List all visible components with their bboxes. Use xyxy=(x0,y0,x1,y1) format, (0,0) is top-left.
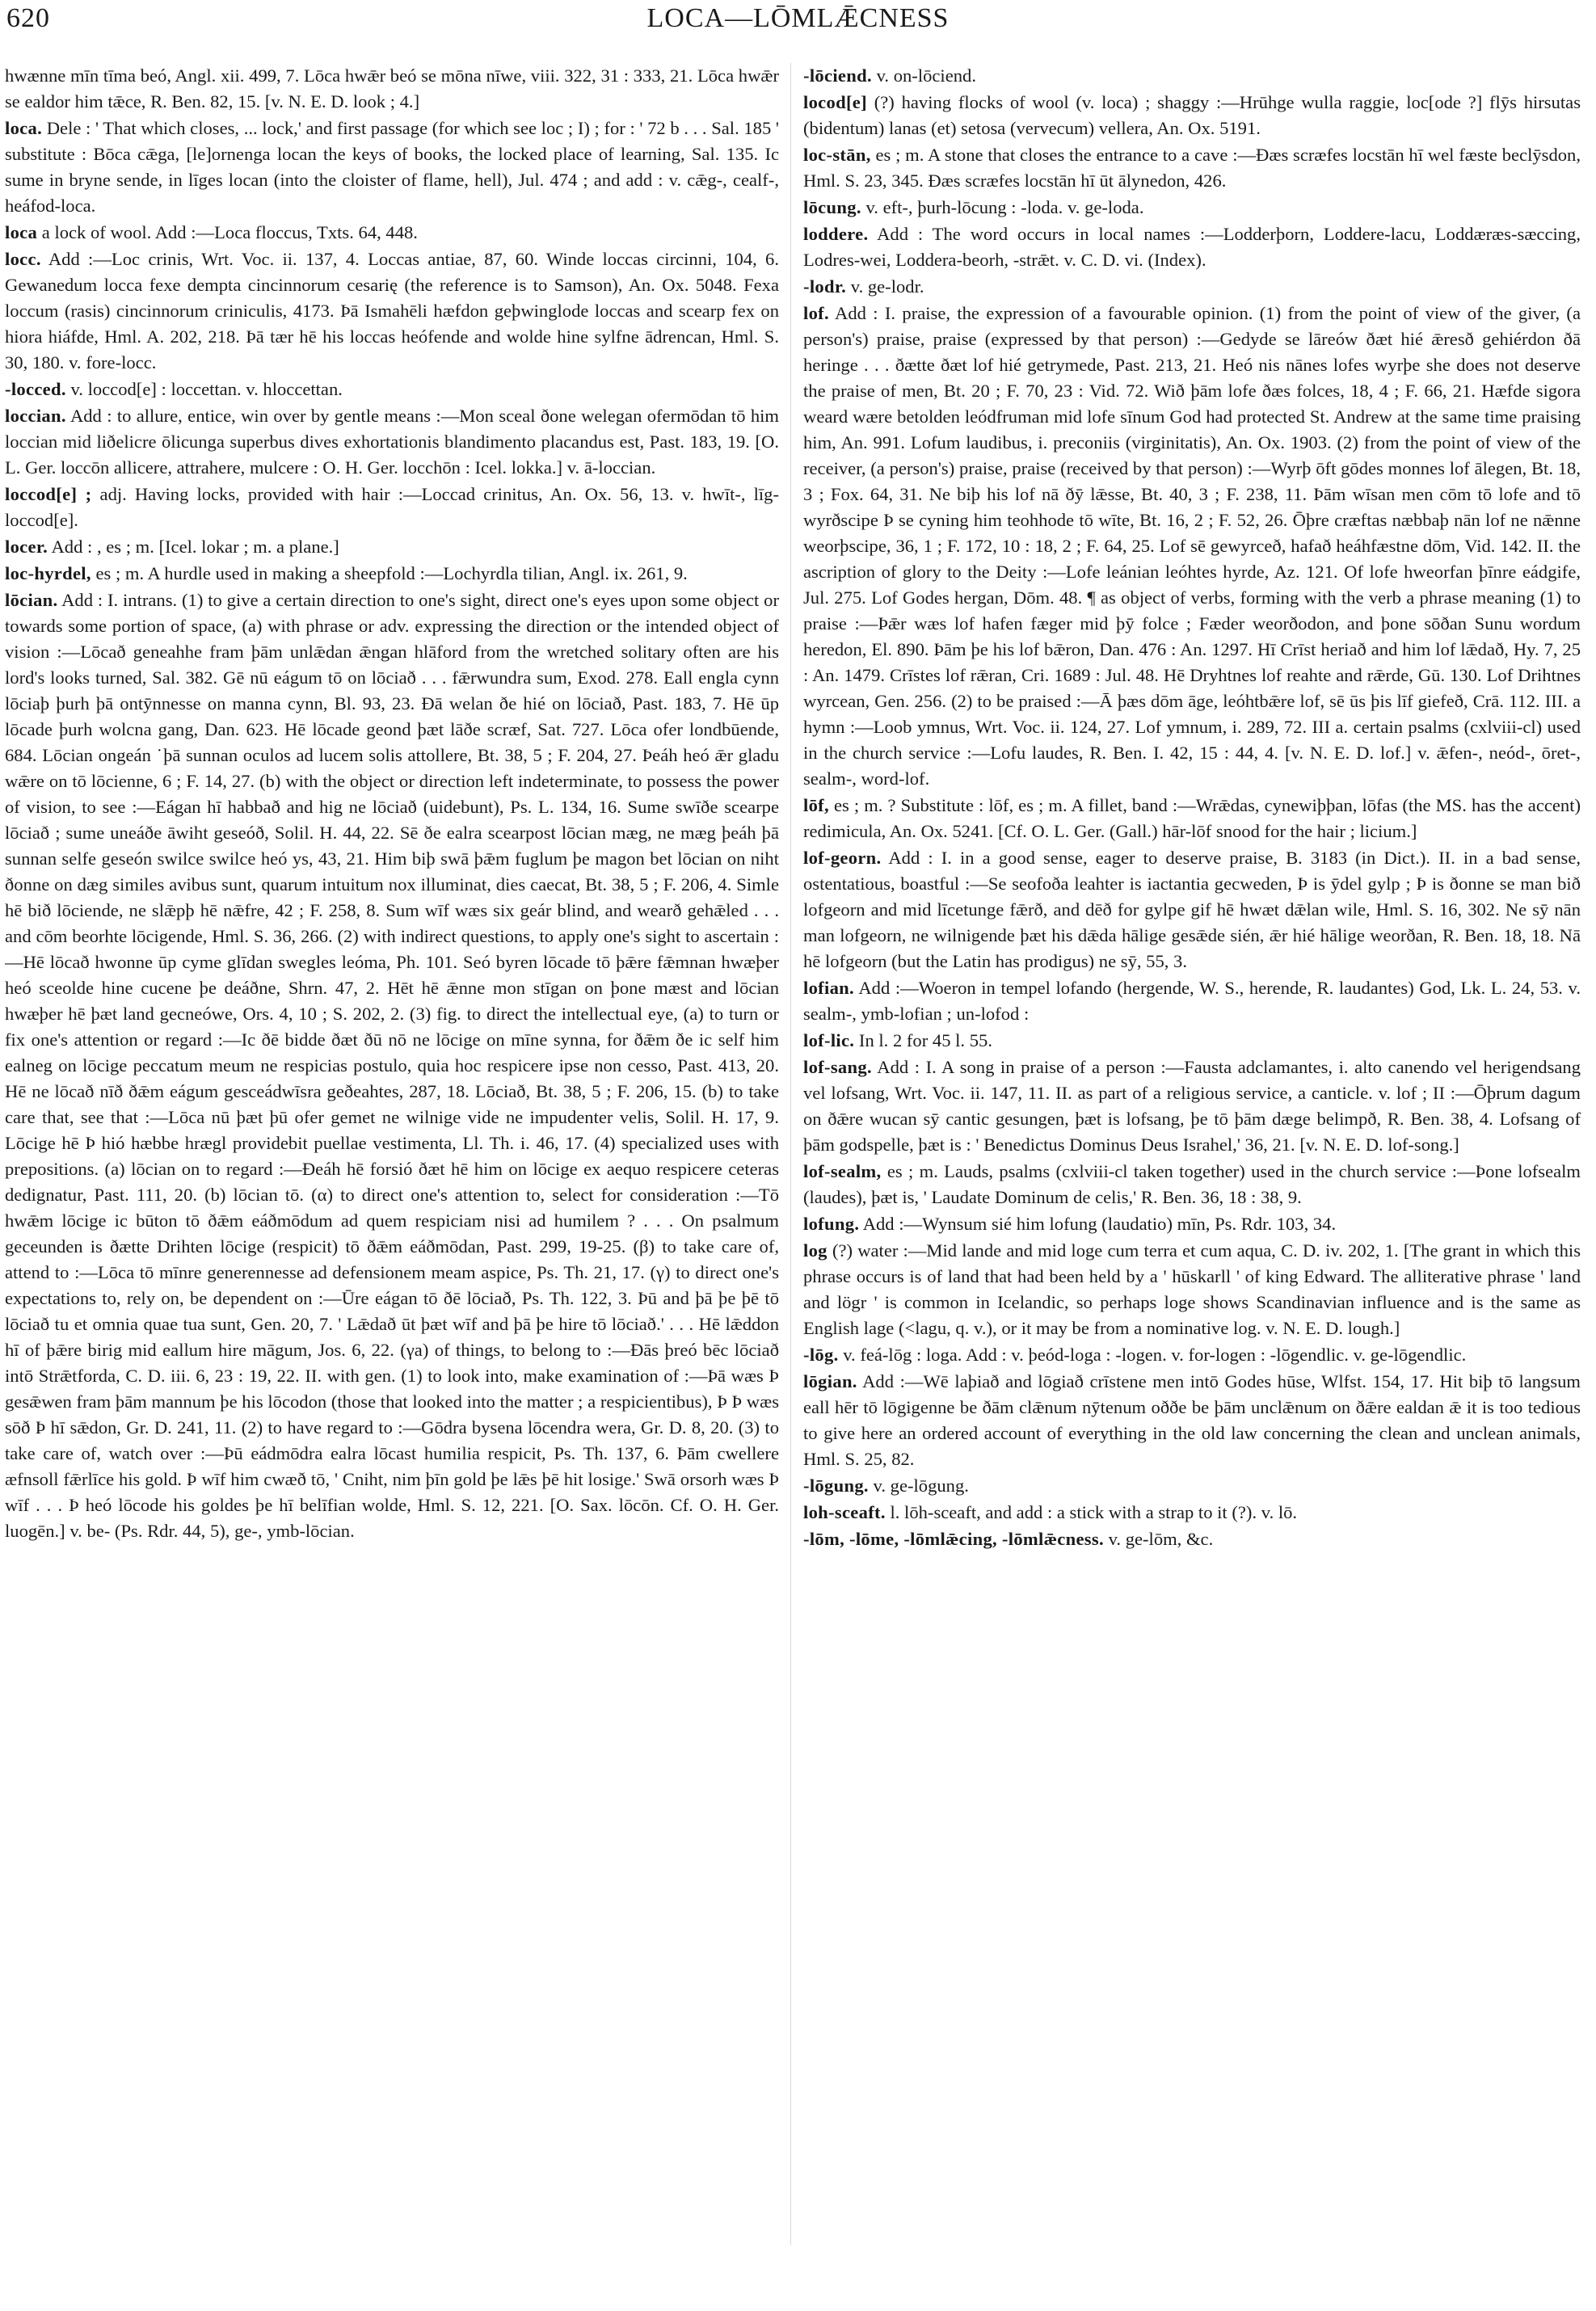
dictionary-entry xyxy=(803,1342,1581,1368)
entry-body: In l. 2 for 45 l. 55. xyxy=(858,1030,992,1050)
dictionary-entry xyxy=(5,403,779,481)
dictionary-entry xyxy=(803,1473,1581,1499)
entry-headword: -lodr. xyxy=(803,276,847,297)
entry-headword: loccod[e] ; xyxy=(5,484,92,504)
entry-headword: -locced. xyxy=(5,379,66,399)
dictionary-entry xyxy=(803,1526,1581,1552)
entry-body: l. lōh-sceaft, and add : a stick with a strap to it (?). v. lō. xyxy=(890,1502,1298,1522)
entry-headword: locer. xyxy=(5,537,48,557)
entry-headword: locod[e] xyxy=(803,92,867,112)
dictionary-entry xyxy=(5,587,779,1544)
entry-headword: loca. xyxy=(5,118,43,138)
entry-body: a lock of wool. Add :—Loca floccus, Txts. 64, 448. xyxy=(41,222,418,242)
dictionary-entry xyxy=(803,1159,1581,1210)
entry-headword: loddere. xyxy=(803,224,869,244)
entry-body: Add :—Wynsum sié him lofung (laudatio) mīn, Ps. Rdr. 103, 34. xyxy=(862,1214,1337,1234)
dictionary-entry xyxy=(803,1500,1581,1526)
left-column xyxy=(5,63,779,2245)
dictionary-entry xyxy=(803,90,1581,141)
dictionary-entry xyxy=(5,116,779,219)
dictionary-entry xyxy=(803,975,1581,1027)
dictionary-entry xyxy=(5,482,779,533)
entry-body: Add : I. A song in praise of a person :—Fausta adclamantes, i. alto canendo vel herigendsang vel lofsang, Wrt. Voc. ii. 147, 11. II. as part of a religious service, a canticle. v. lof ; II :—Ōþrum dagum on ðǣre wucan sȳ cantic gesungen, þæt is lofsang, þe tō þām dæge belimpð, R. Ben. 38, 4. Lofsang of þām godspelle, þæt is : ' Benedictus Dominus Deus Israhel,' 36, 21. [v. N. E. D. lof-song.] xyxy=(803,1057,1581,1155)
running-title: LOCA—LŌMLǢCNESS xyxy=(646,3,950,33)
entry-headword: loc-hyrdel, xyxy=(5,563,91,583)
entry-headword: -lōgung. xyxy=(803,1475,869,1496)
entry-body: Add : The word occurs in local names :—Lodderþorn, Loddere-lacu, Loddæræs-sæccing, Lodres-wei, Loddera-beorh, -strǣt. v. C. D. vi. (Index). xyxy=(803,224,1581,270)
entry-headword: lofian. xyxy=(803,978,854,998)
entry-headword: -lōciend. xyxy=(803,65,872,86)
entry-headword: loca xyxy=(5,222,38,242)
dictionary-entry xyxy=(803,1369,1581,1472)
entry-body: Add : I. intrans. (1) to give a certain direction to one's sight, direct one's eyes upon some object or towards some portion of space, (a) with phrase or adv. expressing the direction or the intended object of vision :—Lōcað geneahhe fram þām unlǣdan ǣngan hlāford from the wretched solitary often are his lord's looks turned, Sal. 382. Gē nū eágum tō on lōciað . . . fǣrwundra sum, Exod. 278. Eall engla cynn lōciaþ þurh þā ontȳnnesse on manna cynn, Bl. 93, 23. Ðā welan ðe hié on lōciað, Past. 183, 7. Hē ūp lōcade þurh wolcna gang, Dan. 623. Hē lōcade geond þæt lāðe scræf, Sat. 727. Lōca ofer londbūende, 684. Lōcian ongeán ˙þā sunnan oculos ad lucem solis attollere, Bt. 38, 5 ; F. 204, 27. Þeáh heó ǣr gladu wǣre on tō lōcienne, 6 ; F. 14, 27. (b) with the object or direction left indeterminate, to possess the power of vision, to see :—Eágan hī habbað and hig ne lōciað (uidebunt), Ps. L. 134, 16. Sume swīðe scearpe lōciað ; sume uneáðe āwiht geseóð, Solil. H. 44, 22. Sē ðe ealra scearpost lōcian mæg, ne mæg þeáh þā sunnan selfe geseón swilce swilce heó ys, 43, 21. Him biþ swā þǣm fuglum þe magon bet lōcian on niht ðonne on dæg similes avibus sunt, quarum intuitum nox illuminat, dies caecat, Bt. 38, 5 ; F. 206, 4. Simle hē bið lōciende, ne slǣpþ hē nǣfre, 42 ; F. 258, 8. Sum wīf wæs six geár blind, and wearð gehǣled . . . and cōm beorhte lōcigende, Hml. S. 36, 266. (2) with indirect questions, to apply one's sight to ascertain :—Hē lōcað hwonne ūp cyme glīdan swegles leóma, Ph. 101. Seó byren lōcade tō þǣre fǣmnan hwæþer heó sceolde hine cucene þe deáðne, Shrn. 47, 2. Hēt hē ǣnne mon stīgan on þone mæst and lōcian hwæþer hē þæt land gecneówe, Ors. 4, 10 ; S. 202, 2. (3) fig. to direct the intellectual eye, (a) to turn or fix one's attention or regard :—Ic ðē bidde ðæt ðū nō ne lōcige on mīne synna, for ðǣm ðe ic self him ealneg on lōcige peccatum meum ne respicias postulo, quia hoc respicere ipse non cesso, Past. 413, 20. Hē ne lōcað nīð ðǣm eágum gesceádwīsra geðeahtes, 287, 18. Lōciað, Bt. 38, 5 ; F. 206, 15. (b) to take care that, see that :—Lōca nū þæt þū ofer gemet ne wilnige vide ne impudenter velis, Solil. H. 17, 9. Lōcige hē Þ hió hæbbe hrægl providebit puellae vestimenta, Ll. Th. i. 46, 17. (4) specialized uses with prepositions. (a) lōcian on to regard :—Ðeáh hē forsió ðæt hē him on lōcige ex aequo respicere ceteras dedignatur, Past. 111, 20. (b) lōcian tō. (α) to direct one's attention to, select for consideration :—Tō hwǣm lōcige ic būton tō ðǣm eáðmōdum ad quem respiciam nisi ad humilem ? . . . On psalmum geceunden is ðætte Drihten lōcige (respicit) tō ðǣm eáðmōdan, Past. 299, 19-25. (β) to take care of, attend to :—Lōca tō mīnre generennesse ad defensionem meam aspice, Ps. Th. 21, 17. (γ) to direct one's expectations to, rely on, be dependent on :—Ūre eágan tō ðē lōciað, Ps. Th. 122, 3. Þū and þā þe þē tō lōciað tu et omnia quae tua sunt, Gen. 20, 7. ' Lǣdað ūt þæt wīf and þā þe hire tō lōciað.' . . . Hē lǣddon hī of þǣre birig mid eallum hire māgum, Jos. 6, 22. (γa) of things, to belong to :—Ðās þreó bēc lōciað intō Strǣtforda, C. D. iii. 6, 23 : 19, 22. II. with gen. (1) to look into, make examination of :—Þā wæs Þ gesǣwen fram þām mannum þe his lōcodon (those that looked into the matter ; a respicientibus), Þ Þ wæs sōð Þ hī sǣdon, Gr. D. 241, 11. (2) to have regard to :—Gōdra bysena lōcendra wera, Gr. D. 8, 20. (3) to take care of, watch over :—Þū eádmōdra ealra lōcast humilia respicit, Ps. Th. 137, 6. Þām cwellere æfnsoll fǣrlīce his gold. Þ wīf him cwæð tō, ' Cniht, nim þīn gold þe lǣs þē hit losige.' Swā orsorh wæs Þ wīf . . . Þ heó lōcode his goldes þe hī belīfian wolde, Hml. S. 12, 221. [O. Sax. lōcōn. Cf. O. H. Ger. luogēn.] v. be- (Ps. Rdr. 44, 5), ge-, ymb-lōcian. xyxy=(5,590,779,1541)
entry-headword: lōcung. xyxy=(803,197,861,217)
entry-body: Add :—Loc crinis, Wrt. Voc. ii. 137, 4. Loccas antiae, 87, 60. Winde loccas circinni, 104, 6. Gewanedum locca fexe dempta cincinnorum cesarię (the reference is to Samson), An. Ox. 5048. Fexa loccum (rasis) cincinnorum criniculis, 4173. Þā Ismahēli hæfdon geþwinglode loccas and scearp fex on hiora hiáfde, Hml. A. 202, 218. Þā tær hē his loccas heófende and wolde hine sylfne ādrencan, Hml. S. 30, 180. v. fore-locc. xyxy=(5,249,779,373)
dictionary-entry xyxy=(803,274,1581,300)
entry-headword: log xyxy=(803,1240,827,1261)
entry-headword: lof. xyxy=(803,303,829,323)
entry-headword: loc-stān, xyxy=(803,145,871,165)
dictionary-entry xyxy=(5,220,779,246)
right-column xyxy=(803,63,1581,2245)
dictionary-entry xyxy=(803,793,1581,844)
entry-headword: lof-sealm, xyxy=(803,1161,882,1181)
entry-body: v. eft-, þurh-lōcung : -loda. v. ge-loda. xyxy=(865,197,1144,217)
entry-body: hwænne mīn tīma beó, Angl. xii. 499, 7. Lōca hwǣr beó se mōna nīwe, viii. 322, 31 : 333, 21. Lōca hwǣr se ealdor him tǣce, R. Ben. 82, 15. [v. N. E. D. look ; 4.] xyxy=(5,65,779,112)
entry-body: Add : I. in a good sense, eager to deserve praise, B. 3183 (in Dict.). II. in a bad sense, ostentatious, boastful :—Se seofoða leahter is iactantia gecweden, Þ is ȳdel gylp ; Þ is ðonne se man bið lofgeorn and mid līcetunge fǣrð, and dēð for gylpe gif hē hwæt dǣlan wile, Hml. S. 16, 302. Ne sȳ nān man lofgeorn, ne wilnigende þæt his dǣda hālige gesǣde sién, ǣr hié hālige weorðan, R. Ben. 18, 18. Nā hē lofgeorn (but the Latin has prodigus) ne sȳ, 55, 3. xyxy=(803,848,1581,971)
page-number: 620 xyxy=(6,3,50,33)
entry-body: v. ge-lodr. xyxy=(850,276,924,297)
entry-body: Add : I. praise, the expression of a favourable opinion. (1) from the point of view of the giver, (a person's) praise, praise (expressed by that person) :—Gedyde se lāreów ðæt hié ǣresð gehiérdon ðā heringe . . . ðætte ðæt lof hié getrymede, Past. 213, 21. Heó nis nānes lofes wyrþe she does not deserve the praise of men, Bt. 20 ; F. 70, 23 : Vid. 72. Wið þām lofe ðæs folces, 18, 4 ; F. 66, 21. Hæfde sigora weard wære betolden leódfruman mid lofe sīnum God had protected St. Andrew at the same time praising him, An. 991. Lofum laudibus, i. preconiis (virginitatis), An. Ox. 1903. (2) from the point of view of the receiver, (a person's) praise, praise (received by that person) :—Wyrþ ōft gōdes monnes lof ālegen, Bt. 18, 3 ; Fox. 64, 31. Ne biþ his lof nā ðȳ lǣsse, Bt. 40, 3 ; F. 238, 11. Þām wīsan men cōm tō lofe and tō wyrðscipe Þ se cyning him teohhode tō wīte, Bt. 16, 2 ; F. 52, 26. Ōþre cræftas næbbaþ nān lof ne nǣnne weorþscipe, 36, 1 ; F. 172, 10 : 18, 2 ; F. 64, 25. Lof sē gewyrceð, hafað heáhfæstne dōm, Vid. 142. II. the ascription of glory to the Deity :—Lofe leánian leóhtes hyrde, Az. 121. Of lofe hweorfan þīnre eádgife, Jul. 275. Lof Godes hergan, Dōm. 48. ¶ as object of verbs, forming with the verb a phrase meaning (1) to praise :—Þǣr wæs lof hafen fæger mid þȳ folce ; Fæder weorðodon, and þone sōðan Sunu wordum heredon, El. 890. Þām þe his lof bǣron, Dan. 476 : An. 1297. Hī Crīst heriað and him lof lǣdað, Hy. 7, 25 : An. 1479. Crīstes lof rǣran, Cri. 1689 : Jul. 48. Hē Dryhtnes lof reahte and rǣrde, Gū. 130. Lof Drihtnes wyrcean, Gen. 256. (2) to be praised :—Ā þæs dōm āge, leóhtbǣre lof, sē ūs þis līf giefeð, Crā. 112. III. a hymn :—Loob ymnus, Wrt. Voc. ii. 124, 27. Lof ymnum, i. 289, 72. III a. certain psalms (cxlviii-cl) used in the church service :—Lofu laudes, R. Ben. I. 42, 15 : 44, 4. [v. N. E. D. lof.] v. ǣfen-, neód-, ōret-, sealm-, word-lof. xyxy=(803,303,1581,789)
entry-body: adj. Having locks, provided with hair :—Loccad crinitus, An. Ox. 56, 13. v. hwīt-, līg-loccod[e]. xyxy=(5,484,779,530)
entry-headword: lof-lic. xyxy=(803,1030,855,1050)
column-divider xyxy=(790,63,791,2245)
dictionary-entry xyxy=(803,1211,1581,1237)
entry-headword: loh-sceaft. xyxy=(803,1502,886,1522)
entry-headword: loccian. xyxy=(5,406,66,426)
entry-headword: -lōm, -lōme, -lōmlǣcing, -lōmlǣcness. xyxy=(803,1529,1104,1549)
entry-body: es ; m. ? Substitute : lōf, es ; m. A fillet, band :—Wrǣdas, cynewiþþan, lōfas (the MS. has the accent) redimicula, An. Ox. 5241. [Cf. O. L. Ger. (Gall.) hār-lōf snood for the hair ; licium.] xyxy=(803,795,1581,841)
dictionary-entry xyxy=(5,246,779,376)
dictionary-entry xyxy=(5,377,779,402)
entry-body: es ; m. Lauds, psalms (cxlviii-cl taken together) used in the church service :—Þone lofsealm (laudes), þæt is, ' Laudate Dominum de celis,' R. Ben. 36, 18 : 38, 9. xyxy=(803,1161,1581,1207)
dictionary-entry xyxy=(5,63,779,115)
entry-headword: lof-georn. xyxy=(803,848,882,868)
entry-body: Add : to allure, entice, win over by gentle means :—Mon sceal ðone welegan ofermōdan tō him loccian mid liðelicre ōlicunga superbus dives exhortationis blandimento placandus est, Past. 183, 19. [O. L. Ger. loccōn allicere, attrahere, mulcere : O. H. Ger. locchōn : Icel. lokka.] v. ā-loccian. xyxy=(5,406,779,478)
dictionary-entry xyxy=(803,301,1581,792)
entry-body: v. ge-lōgung. xyxy=(873,1475,969,1496)
dictionary-entry xyxy=(803,1028,1581,1054)
dictionary-entry xyxy=(803,195,1581,221)
entry-body: v. feá-lōg : loga. Add : v. þeód-loga : -logen. v. for-logen : -lōgendlic. v. ge-lōgendlic. xyxy=(843,1345,1467,1365)
dictionary-entry xyxy=(803,142,1581,194)
entry-body: v. loccod[e] : loccettan. v. hloccettan. xyxy=(70,379,343,399)
dictionary-entry xyxy=(803,1054,1581,1158)
entry-body: v. ge-lōm, &c. xyxy=(1108,1529,1214,1549)
dictionary-entry xyxy=(803,1238,1581,1341)
entry-body: es ; m. A hurdle used in making a sheepfold :—Lochyrdla tilian, Angl. ix. 261, 9. xyxy=(95,563,688,583)
entry-headword: lōgian. xyxy=(803,1371,857,1391)
page-header xyxy=(0,0,1596,47)
entry-body: Add :—Wē laþiað and lōgiað crīstene men intō Godes hūse, Wlfst. 154, 17. Hit biþ tō langsum eall hēr tō lōgigenne be ðām clǣnum nȳtenum oððe be þām unclǣnum on ðǣre ealdan ǣ it is too tedious to give here an ordered account of everything in the old law concerning the clean and unclean animals, Hml. S. 25, 82. xyxy=(803,1371,1581,1469)
entry-body: Add : , es ; m. [Icel. lokar ; m. a plane.] xyxy=(51,537,339,557)
dictionary-entry xyxy=(803,221,1581,273)
entry-headword: -lōg. xyxy=(803,1345,839,1365)
entry-body: (?) having flocks of wool (v. loca) ; shaggy :—Hrūhge wulla raggie, loc[ode ?] flȳs hirsutas (bidentum) lanas (et) setosa (vervecum) vellera, An. Ox. 5191. xyxy=(803,92,1581,138)
entry-body: Dele : ' That which closes, ... lock,' and first passage (for which see loc ; I) ; for : ' 72 b . . . Sal. 185 ' substitute : Bōca cǣga, [le]ornenga locan the keys of books, the locked place of learning, Sal. 135. Ic sume in bryne sende, in līges locan (into the cloister of flame, hell), Jul. 474 ; and add : v. cǣg-, cealf-, heáfod-loca. xyxy=(5,118,779,216)
entry-body: v. on-lōciend. xyxy=(876,65,976,86)
entry-headword: lof-sang. xyxy=(803,1057,872,1077)
dictionary-entry xyxy=(5,534,779,560)
entry-headword: lōf, xyxy=(803,795,829,815)
entry-headword: locc. xyxy=(5,249,41,269)
entry-body: es ; m. A stone that closes the entrance to a cave :—Ðæs scræfes locstān hī wel fæste beclȳsdon, Hml. S. 23, 345. Ðæs scræfes locstān hī ūt ālynedon, 426. xyxy=(803,145,1581,191)
dictionary-entry xyxy=(803,63,1581,89)
dictionary-entry xyxy=(803,845,1581,974)
entry-body: Add :—Woeron in tempel lofando (hergende, W. S., herende, R. laudantes) God, Lk. L. 24, 53. v. sealm-, ymb-lofian ; un-lofod : xyxy=(803,978,1581,1024)
entry-body: (?) water :—Mid lande and mid loge cum terra et cum aqua, C. D. iv. 202, 1. [The grant in which this phrase occurs is of land that had been held by a ' hūskarll ' of king Edward. The alliterative phrase ' land and lögr ' is common in Icelandic, so perhaps loge shows Scandinavian influence and is the same as English lage (<lagu, q. v.), or it may be from a nominative log. v. N. E. D. lough.] xyxy=(803,1240,1581,1338)
entry-headword: lōcian. xyxy=(5,590,58,610)
entry-headword: lofung. xyxy=(803,1214,860,1234)
dictionary-entry xyxy=(5,561,779,587)
